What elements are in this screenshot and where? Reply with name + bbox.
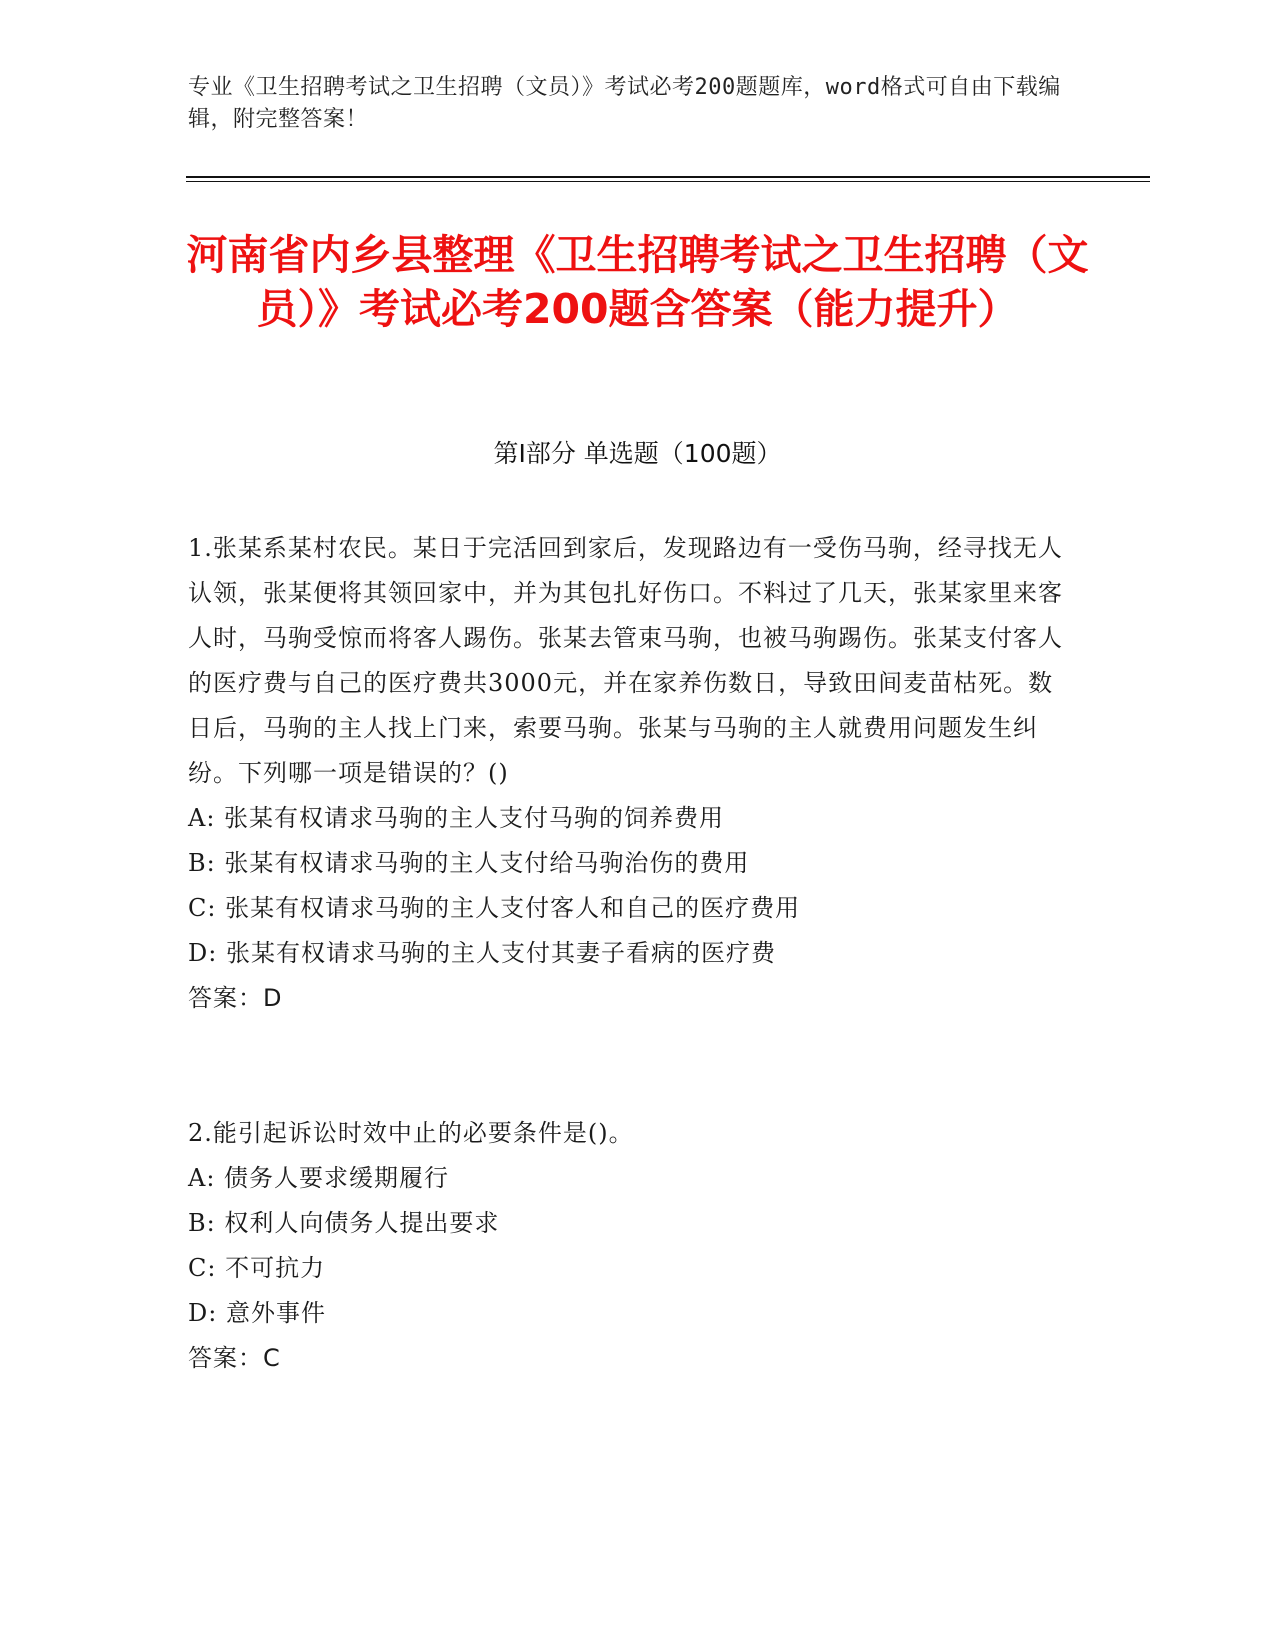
question-2 [188,1111,1068,1381]
option-d: D: 张某有权请求马驹的主人支付其妻子看病的医疗费 [188,939,776,967]
option-a: A: 张某有权请求马驹的主人支付马驹的饲养费用 [188,804,725,832]
header-note: 专业《卫生招聘考试之卫生招聘（文员）》考试必考200题题库，word格式可自由下载编辑，附完整答案！ [188,75,1061,132]
header-divider-thin [186,181,1150,182]
option-b: B: 权利人向债务人提出要求 [188,1209,500,1237]
document-title: 河南省内乡县整理《卫生招聘考试之卫生招聘（文员）》考试必考200题含答案（能力提升） [186,231,1089,333]
option-c: C: 不可抗力 [188,1254,326,1282]
question-stem: 1.张某系某村农民。某日于完活回到家后，发现路边有一受伤马驹，经寻找无人认领，张某便将其领回家中，并为其包扎好伤口。不料过了几天，张某家里来客人时，马驹受惊而将客人踢伤。张某去管束马驹，也被马驹踢伤。张某支付客人的医疗费与自己的医疗费共3000元，并在家养伤数日，导致田间麦苗枯死。数日后，马驹的主人找上门来，索要马驹。张某与马驹的主人就费用问题发生纠纷。下列哪一项是错误的？() [188,534,1063,787]
header-divider-thick [186,176,1150,178]
option-b: B: 张某有权请求马驹的主人支付给马驹治伤的费用 [188,849,750,877]
question-1 [188,526,1068,1021]
answer: 答案：D [188,984,283,1012]
section-title: 第Ⅰ部分 单选题（100题） [493,439,782,468]
option-d: D: 意外事件 [188,1299,326,1327]
question-stem: 2.能引起诉讼时效中止的必要条件是()。 [188,1119,634,1147]
answer: 答案：C [188,1344,281,1372]
option-c: C: 张某有权请求马驹的主人支付客人和自己的医疗费用 [188,894,801,922]
option-a: A: 债务人要求缓期履行 [188,1164,450,1192]
